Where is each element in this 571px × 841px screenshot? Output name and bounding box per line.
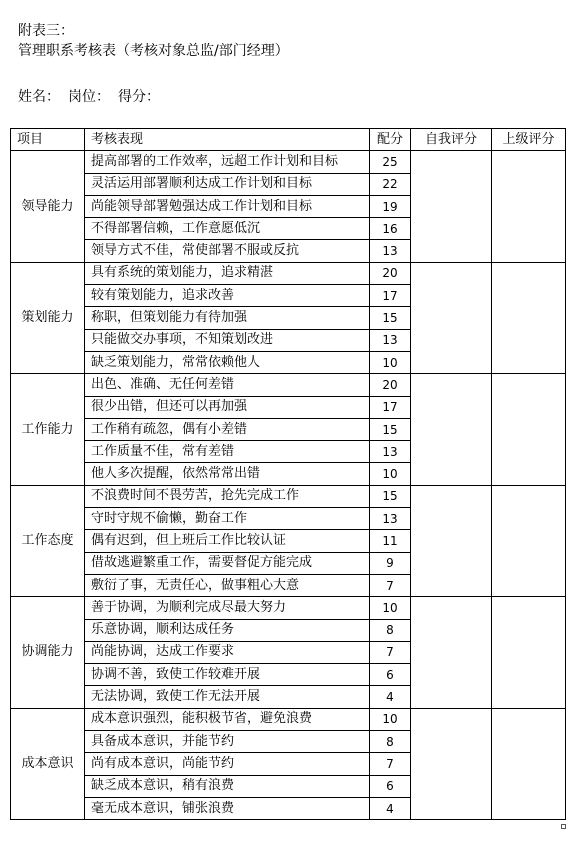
description-cell: 工作稍有疏忽，偶有小差错: [85, 418, 370, 440]
points-cell: 7: [370, 574, 411, 596]
points-cell: 9: [370, 552, 411, 574]
points-cell: 11: [370, 530, 411, 552]
category-cell: 工作能力: [11, 374, 85, 485]
description-cell: 具有系统的策划能力，追求精湛: [85, 262, 370, 284]
points-cell: 15: [370, 307, 411, 329]
description-cell: 善于协调，为顺利完成尽最大努力: [85, 597, 370, 619]
points-cell: 7: [370, 753, 411, 775]
points-cell: 13: [370, 508, 411, 530]
description-cell: 不得部署信赖，工作意愿低沉: [85, 218, 370, 240]
description-cell: 较有策划能力，追求改善: [85, 285, 370, 307]
supervisor-score-cell[interactable]: [492, 374, 566, 485]
points-cell: 10: [370, 597, 411, 619]
description-cell: 出色、准确、无任何差错: [85, 374, 370, 396]
points-cell: 8: [370, 731, 411, 753]
document-end-marker: [561, 824, 566, 829]
appendix-label: 附表三：: [18, 23, 74, 39]
self-score-cell[interactable]: [411, 374, 492, 485]
table-row: [11, 485, 566, 507]
points-cell: 17: [370, 396, 411, 418]
description-cell: 缺乏策划能力，常常依赖他人: [85, 351, 370, 373]
category-cell: 工作态度: [11, 485, 85, 596]
points-cell: 10: [370, 463, 411, 485]
self-score-cell[interactable]: [411, 151, 492, 262]
description-cell: 称职，但策划能力有待加强: [85, 307, 370, 329]
table-row: [11, 708, 566, 730]
table-body: [11, 151, 566, 820]
description-cell: 他人多次提醒，依然常常出错: [85, 463, 370, 485]
points-cell: 16: [370, 218, 411, 240]
description-cell: 借故逃避繁重工作，需要督促方能完成: [85, 552, 370, 574]
table-row: [11, 262, 566, 284]
name-label: 姓名：: [18, 89, 60, 105]
evaluation-table: [10, 128, 566, 820]
description-cell: 尚能领导部署勉强达成工作计划和目标: [85, 195, 370, 217]
points-cell: 4: [370, 797, 411, 819]
description-cell: 提高部署的工作效率，远超工作计划和目标: [85, 151, 370, 173]
info-fields: [18, 88, 160, 106]
description-cell: 很少出错，但还可以再加强: [85, 396, 370, 418]
self-score-cell[interactable]: [411, 708, 492, 819]
points-cell: 13: [370, 329, 411, 351]
points-cell: 20: [370, 374, 411, 396]
table-header-row: [11, 129, 566, 151]
supervisor-score-cell[interactable]: [492, 151, 566, 262]
points-cell: 17: [370, 285, 411, 307]
description-cell: 无法协调，致使工作无法开展: [85, 686, 370, 708]
supervisor-score-cell[interactable]: [492, 485, 566, 596]
position-label: 岗位：: [68, 89, 110, 105]
column-header-points: 配分: [370, 129, 411, 151]
table-row: [11, 597, 566, 619]
points-cell: 15: [370, 418, 411, 440]
description-cell: 灵活运用部署顺利达成工作计划和目标: [85, 173, 370, 195]
self-score-cell[interactable]: [411, 597, 492, 708]
category-cell: 成本意识: [11, 708, 85, 819]
points-cell: 13: [370, 240, 411, 262]
category-cell: 领导能力: [11, 151, 85, 262]
column-header-description: 考核表现: [85, 129, 370, 151]
description-cell: 工作质量不佳，常有差错: [85, 441, 370, 463]
points-cell: 22: [370, 173, 411, 195]
points-cell: 25: [370, 151, 411, 173]
supervisor-score-cell[interactable]: [492, 597, 566, 708]
points-cell: 7: [370, 641, 411, 663]
points-cell: 15: [370, 485, 411, 507]
description-cell: 尚有成本意识，尚能节约: [85, 753, 370, 775]
description-cell: 敷衍了事，无责任心，做事粗心大意: [85, 574, 370, 596]
points-cell: 6: [370, 775, 411, 797]
description-cell: 尚能协调，达成工作要求: [85, 641, 370, 663]
points-cell: 8: [370, 619, 411, 641]
description-cell: 毫无成本意识，铺张浪费: [85, 797, 370, 819]
description-cell: 具备成本意识，并能节约: [85, 731, 370, 753]
description-cell: 缺乏成本意识，稍有浪费: [85, 775, 370, 797]
table-row: [11, 151, 566, 173]
self-score-cell[interactable]: [411, 262, 492, 373]
points-cell: 6: [370, 664, 411, 686]
points-cell: 10: [370, 351, 411, 373]
description-cell: 领导方式不佳，常使部署不服或反抗: [85, 240, 370, 262]
description-cell: 乐意协调，顺利达成任务: [85, 619, 370, 641]
self-score-cell[interactable]: [411, 485, 492, 596]
points-cell: 20: [370, 262, 411, 284]
column-header-self-score: 自我评分: [411, 129, 492, 151]
points-cell: 19: [370, 195, 411, 217]
column-header-item: 项目: [11, 129, 85, 151]
supervisor-score-cell[interactable]: [492, 708, 566, 819]
supervisor-score-cell[interactable]: [492, 262, 566, 373]
category-cell: 策划能力: [11, 262, 85, 373]
score-label: 得分：: [118, 89, 160, 105]
description-cell: 成本意识强烈，能积极节省，避免浪费: [85, 708, 370, 730]
points-cell: 10: [370, 708, 411, 730]
description-cell: 守时守规不偷懒，勤奋工作: [85, 508, 370, 530]
description-cell: 不浪费时间不畏劳苦，抢先完成工作: [85, 485, 370, 507]
category-cell: 协调能力: [11, 597, 85, 708]
description-cell: 只能做交办事项，不知策划改进: [85, 329, 370, 351]
table-row: [11, 374, 566, 396]
column-header-supervisor-score: 上级评分: [492, 129, 566, 151]
page-title: 管理职系考核表（考核对象总监/部门经理）: [18, 43, 289, 59]
description-cell: 偶有迟到，但上班后工作比较认证: [85, 530, 370, 552]
description-cell: 协调不善，致使工作较难开展: [85, 664, 370, 686]
points-cell: 13: [370, 441, 411, 463]
points-cell: 4: [370, 686, 411, 708]
